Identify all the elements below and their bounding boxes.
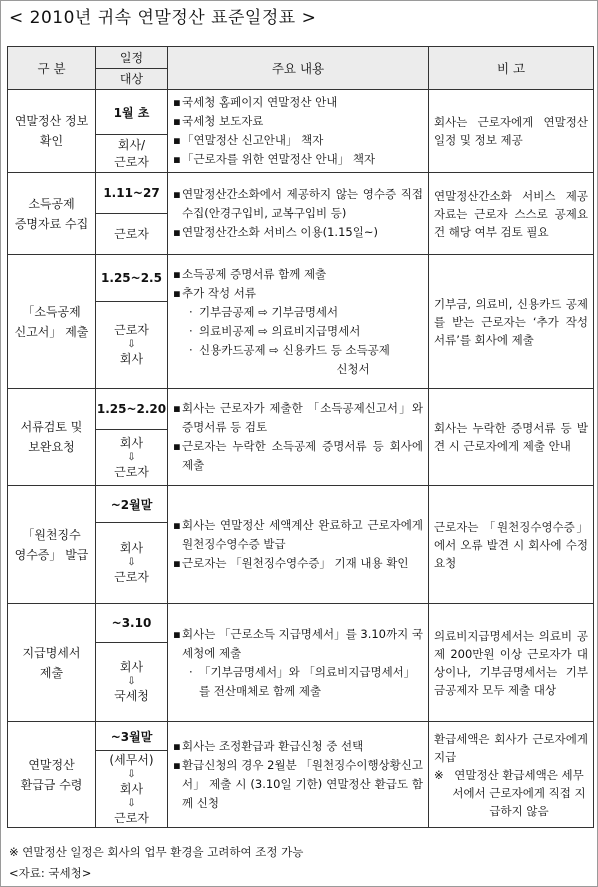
note-cell xyxy=(429,722,594,828)
category-cell xyxy=(8,486,96,604)
category-line: 신고서」 제출 xyxy=(14,324,89,339)
bullet-icon: ▪ xyxy=(173,187,181,201)
target-party: 회사/ xyxy=(117,137,146,152)
target-party: 회사 xyxy=(119,352,144,366)
content-item xyxy=(173,284,423,303)
bullet-icon: ▪ xyxy=(173,626,181,641)
target-party: 회사 xyxy=(119,435,144,450)
content-item xyxy=(173,112,423,131)
header-content: 주요 내용 xyxy=(168,47,429,90)
content-item xyxy=(173,399,423,437)
schedule-cell xyxy=(96,90,168,173)
note-mark-icon: ※ xyxy=(434,767,444,782)
schedule-stack xyxy=(96,604,167,721)
table-row xyxy=(8,722,594,828)
schedule-stack xyxy=(96,486,167,603)
sub-bullet-icon: · xyxy=(189,342,193,357)
page-title: < 2010년 귀속 연말정산 표준일정표 > xyxy=(9,8,317,28)
bullet-icon: ▪ xyxy=(173,114,181,128)
target-party: 근로자 xyxy=(114,323,149,337)
content-item xyxy=(173,756,423,813)
note-cell xyxy=(429,173,594,255)
down-arrow-icon: ⇩ xyxy=(127,768,136,780)
footnote: ※ 연말정산 일정은 회사의 업무 환경을 고려하여 조정 가능 xyxy=(9,845,304,859)
content-cell xyxy=(168,486,429,604)
schedule-stack xyxy=(96,173,167,254)
category-cell xyxy=(8,255,96,389)
schedule-cell xyxy=(96,255,168,389)
content-cell xyxy=(168,604,429,722)
target-party: 회사 xyxy=(119,660,144,674)
content-item xyxy=(173,185,423,223)
content-cell xyxy=(168,255,429,389)
schedule-target xyxy=(96,213,167,254)
content-cell xyxy=(168,722,429,828)
content-item xyxy=(173,516,423,554)
bullet-icon: ▪ xyxy=(173,95,181,109)
table-header-row xyxy=(8,47,594,90)
bullet-icon: ▪ xyxy=(173,266,181,281)
down-arrow-icon: ⇩ xyxy=(127,557,136,568)
schedule-cell xyxy=(96,389,168,486)
content-item xyxy=(173,223,423,242)
target-party: 근로자 xyxy=(114,570,149,584)
content-item xyxy=(173,625,423,663)
category-line: 증명자료 수집 xyxy=(14,216,89,231)
target-party: (세무서) xyxy=(109,752,154,767)
target-party: 근로자 xyxy=(114,226,149,241)
target-party: 근로자 xyxy=(114,464,149,479)
note-text: 회사는 근로자에게 연말정산 일정 및 정보 제공 xyxy=(434,115,588,147)
header-target-label: 대상 xyxy=(96,68,167,90)
note-cell xyxy=(429,255,594,389)
content-cell xyxy=(168,389,429,486)
content-text: 연말정산간소화 서비스 이용(1.15일~) xyxy=(182,225,378,239)
content-text: 근로자는 「원천징수영수증」 기재 내용 확인 xyxy=(182,556,409,570)
sub-bullet-icon: · xyxy=(189,664,193,679)
content-item xyxy=(173,93,423,112)
category-line: 연말정산 xyxy=(28,757,75,772)
content-item xyxy=(173,437,423,475)
note-text: 연말정산간소화 서비스 제공 자료는 근로자 스스로 공제요건 해당 여부 검토 필요 xyxy=(434,188,588,239)
content-cell xyxy=(168,173,429,255)
header-schedule xyxy=(96,47,168,90)
category-cell xyxy=(8,90,96,173)
table-row xyxy=(8,389,594,486)
schedule-stack xyxy=(96,255,167,388)
content-subitem xyxy=(173,663,423,701)
target-party: 근로자 xyxy=(114,810,149,825)
category-cell xyxy=(8,173,96,255)
schedule-cell xyxy=(96,486,168,604)
table-row xyxy=(8,255,594,389)
category-line: 「원천징수 xyxy=(22,527,81,542)
category-line: 환급금 수령 xyxy=(20,777,83,792)
content-subitem xyxy=(173,303,423,322)
source-note: <자료: 국세청> xyxy=(9,866,92,880)
note-text: 기부금, 의료비, 신용카드 공제를 받는 근로자는 ‘추가 작성 서류’를 회사에 제출 xyxy=(434,296,588,347)
down-arrow-icon: ⇩ xyxy=(127,451,136,463)
category-cell xyxy=(8,389,96,486)
schedule-stack xyxy=(96,389,167,485)
schedule-stack xyxy=(96,722,167,827)
content-item xyxy=(173,150,423,169)
bullet-icon: ▪ xyxy=(173,225,181,239)
content-text: 회사는 연말정산 세액계산 완료하고 근로자에게 원천징수영수증 발급 xyxy=(182,518,423,551)
table-row xyxy=(8,486,594,604)
sub-bullet-icon: · xyxy=(189,323,193,338)
note-cell xyxy=(429,90,594,173)
category-cell xyxy=(8,722,96,828)
content-subtext-tail: 신청서 xyxy=(336,361,370,376)
schedule-date: 1.25~2.20 xyxy=(96,402,167,416)
schedule-date: 1.25~2.5 xyxy=(101,271,162,285)
content-text: 국세청 보도자료 xyxy=(182,114,264,128)
bullet-icon: ▪ xyxy=(173,757,181,772)
category-line: 제출 xyxy=(39,665,64,680)
bullet-icon: ▪ xyxy=(173,518,181,532)
header-schedule-label: 일정 xyxy=(119,50,144,65)
bullet-icon: ▪ xyxy=(173,285,181,300)
content-item xyxy=(173,131,423,150)
note-text: 근로자는 「원천징수영수증」에서 오류 발견 시 회사에 수정 요청 xyxy=(434,519,588,570)
down-arrow-icon: ⇩ xyxy=(127,339,136,350)
category-line: 서류검토 및 xyxy=(20,420,83,434)
content-subitem xyxy=(173,322,423,341)
content-text: 회사는 조정환급과 환급신청 중 선택 xyxy=(182,738,364,753)
schedule-cell xyxy=(96,722,168,828)
down-arrow-icon: ⇩ xyxy=(127,676,136,687)
content-text: 국세청 홈페이지 연말정산 안내 xyxy=(182,95,338,109)
schedule-target xyxy=(96,642,167,721)
note-subitem xyxy=(434,766,588,820)
content-text: 근로자는 누락한 소득공제 증명서류 등 회사에 제출 xyxy=(182,439,423,472)
content-text: 소득공제 증명서류 함께 제출 xyxy=(182,266,327,281)
category-cell xyxy=(8,604,96,722)
schedule-table xyxy=(7,46,594,828)
category-line: 소득공제 xyxy=(28,196,75,211)
schedule-date: ~3.10 xyxy=(111,616,152,630)
category-line: 「소득공제 xyxy=(22,304,81,319)
content-text: 환급신청의 경우 2월분 「원천징수이행상황신고서」 제출 시 (3.10일 기한) 연말정산 환급도 함께 신청 xyxy=(182,757,423,810)
content-subtext: 신용카드공제 ⇨ 신용카드 등 소득공제 xyxy=(199,342,390,357)
bullet-icon: ▪ xyxy=(173,152,181,166)
content-subtext: 「기부금명세서」와 「의료비지급명세서」를 전산매체로 함께 제출 xyxy=(199,664,416,698)
content-item xyxy=(173,554,423,573)
table-row xyxy=(8,604,594,722)
down-arrow-icon: ⇩ xyxy=(127,797,136,809)
bullet-icon: ▪ xyxy=(173,439,181,453)
content-text: 회사는 근로자가 제출한 「소득공제신고서」와 증명서류 등 검토 xyxy=(182,401,423,434)
target-party: 회사 xyxy=(119,541,144,555)
category-line: 지급명세서 xyxy=(22,645,81,660)
note-text: 환급세액은 회사가 근로자에게 지급 xyxy=(434,731,588,764)
note-subtext: 연말정산 환급세액은 세무서에서 근로자에게 직접 지급하지 않음 xyxy=(452,767,586,818)
sub-bullet-icon: · xyxy=(189,304,193,319)
content-text: 회사는 「근로소득 지급명세서」를 3.10까지 국세청에 제출 xyxy=(182,626,423,660)
schedule-date: 1월 초 xyxy=(113,105,150,120)
schedule-target xyxy=(96,522,167,603)
note-cell xyxy=(429,604,594,722)
category-line: 보완요청 xyxy=(28,440,75,454)
schedule-target xyxy=(96,301,167,388)
note-cell xyxy=(429,486,594,604)
schedule-cell xyxy=(96,173,168,255)
table-row xyxy=(8,90,594,173)
content-item xyxy=(173,737,423,756)
content-subtext: 기부금공제 ⇨ 기부금명세서 xyxy=(199,304,339,319)
schedule-target xyxy=(96,429,167,485)
content-item xyxy=(173,265,423,284)
schedule-date: ~2월말 xyxy=(110,497,153,512)
schedule-stack xyxy=(96,90,167,172)
schedule-date: 1.11~27 xyxy=(103,186,160,200)
category-line: 영수증」 발급 xyxy=(14,547,89,562)
schedule-cell xyxy=(96,604,168,722)
content-text: 연말정산간소화에서 제공하지 않는 영수증 직접 수집(안경구입비, 교복구입비 등) xyxy=(182,187,423,220)
schedule-target xyxy=(96,750,167,827)
header-category: 구 분 xyxy=(8,47,96,90)
bullet-icon: ▪ xyxy=(173,401,181,415)
note-cell xyxy=(429,389,594,486)
bullet-icon: ▪ xyxy=(173,556,181,570)
target-party: 국세청 xyxy=(114,689,149,703)
bullet-icon: ▪ xyxy=(173,133,181,147)
content-text: 추가 작성 서류 xyxy=(182,285,256,300)
note-text: 의료비지급명세서는 의료비 공제 200만원 이상 근로자가 대상이나, 기부금명세서는 기부금공제자 모두 제출 대상 xyxy=(434,628,588,697)
schedule-target xyxy=(96,134,167,172)
category-line: 연말정산 정보 xyxy=(14,114,89,128)
content-text: 「연말정산 신고안내」 책자 xyxy=(182,133,324,147)
schedule-date: ~3월말 xyxy=(110,729,153,744)
target-party: 회사 xyxy=(119,781,144,796)
note-text: 회사는 누락한 증명서류 등 발견 시 근로자에게 제출 안내 xyxy=(434,421,588,453)
category-line: 확인 xyxy=(39,134,64,148)
table-row xyxy=(8,173,594,255)
target-party: 근로자 xyxy=(114,154,149,169)
header-note: 비 고 xyxy=(429,47,594,90)
content-subitem xyxy=(173,341,423,360)
content-subtext: 의료비공제 ⇨ 의료비지급명세서 xyxy=(199,323,361,338)
content-text: 「근로자를 위한 연말정산 안내」 책자 xyxy=(182,152,376,166)
content-cell xyxy=(168,90,429,173)
bullet-icon: ▪ xyxy=(173,738,181,753)
